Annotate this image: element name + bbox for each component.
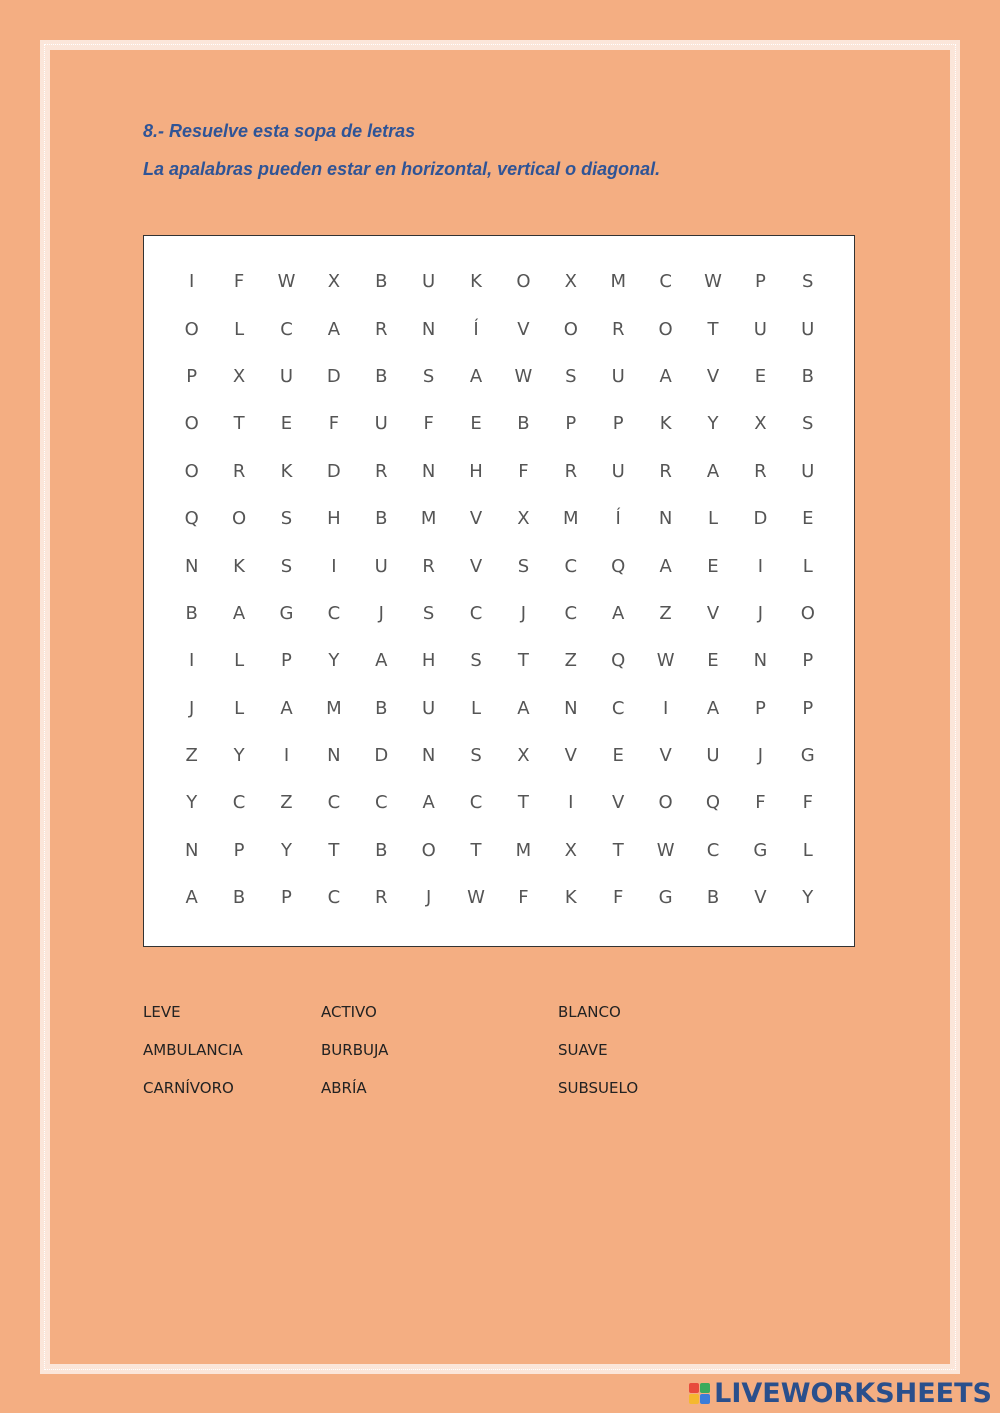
grid-letter[interactable]: B (801, 365, 814, 387)
grid-letter[interactable]: X (232, 365, 246, 387)
grid-letter[interactable]: I (189, 271, 195, 293)
grid-letter[interactable]: U (611, 460, 625, 482)
word-item: BLANCO (558, 1003, 621, 1021)
grid-letter[interactable]: K (233, 555, 245, 577)
grid-letter[interactable]: D (326, 460, 341, 482)
grid-letter[interactable]: I (283, 745, 290, 767)
grid-letter[interactable]: V (612, 792, 625, 814)
grid-letter[interactable]: N (753, 650, 768, 672)
grid-letter[interactable]: F (423, 413, 434, 435)
grid-letter[interactable]: Q (611, 650, 626, 672)
grid-letter[interactable]: M (326, 697, 342, 719)
grid-letter[interactable]: J (425, 887, 432, 909)
grid-letter[interactable]: P (802, 650, 814, 672)
grid-letter[interactable]: P (754, 697, 766, 719)
grid-letter[interactable]: E (612, 745, 624, 767)
grid-letter[interactable]: N (421, 745, 436, 767)
grid-letter[interactable]: O (232, 508, 247, 530)
word-item: SUAVE (558, 1041, 608, 1059)
grid-letter[interactable]: U (374, 555, 388, 577)
grid-letter[interactable]: A (659, 365, 672, 387)
grid-letter[interactable]: J (378, 602, 384, 624)
grid-letter[interactable]: V (659, 745, 672, 767)
grid-letter[interactable]: Q (184, 508, 199, 530)
grid-letter[interactable]: O (184, 460, 199, 482)
grid-letter[interactable]: L (234, 318, 245, 340)
grid-letter[interactable]: X (754, 413, 767, 435)
grid-letter[interactable]: B (375, 839, 388, 861)
grid-letter[interactable]: T (517, 792, 529, 814)
grid-letter[interactable]: I (757, 555, 764, 577)
grid-letter[interactable]: G (279, 602, 294, 624)
grid-letter[interactable]: C (611, 697, 625, 719)
grid-letter[interactable]: R (375, 318, 388, 340)
grid-letter[interactable]: E (707, 555, 719, 577)
grid-letter[interactable]: A (280, 697, 293, 719)
word-item: ACTIVO (321, 1003, 377, 1021)
grid-letter[interactable]: S (470, 745, 482, 767)
grid-letter[interactable]: K (659, 413, 672, 435)
grid-letter[interactable]: U (801, 318, 815, 340)
grid-letter[interactable]: A (185, 887, 198, 909)
grid-letter[interactable]: U (279, 365, 294, 387)
word-item: AMBULANCIA (143, 1041, 243, 1059)
grid-letter[interactable]: R (611, 318, 625, 340)
grid-letter[interactable]: U (801, 460, 815, 482)
grid-letter[interactable]: A (612, 602, 625, 624)
grid-letter[interactable]: D (374, 745, 389, 767)
grid-letter[interactable]: B (706, 887, 720, 909)
logo-square (700, 1394, 710, 1404)
grid-letter[interactable]: Z (185, 745, 198, 767)
grid-letter[interactable]: O (184, 318, 199, 340)
grid-letter[interactable]: L (471, 697, 482, 719)
logo-square (689, 1394, 699, 1404)
grid-letter[interactable]: R (422, 555, 435, 577)
grid-letter[interactable]: T (707, 318, 719, 340)
grid-letter[interactable]: N (421, 460, 436, 482)
grid-letter[interactable]: M (610, 271, 626, 293)
grid-letter[interactable]: C (706, 839, 720, 861)
grid-letter[interactable]: W (704, 271, 722, 293)
grid-letter[interactable]: E (470, 413, 482, 435)
grid-letter[interactable]: R (232, 460, 246, 482)
grid-letter[interactable]: M (420, 508, 437, 530)
grid-letter[interactable]: X (564, 839, 577, 861)
grid-letter[interactable]: P (186, 365, 198, 387)
grid-letter[interactable]: A (517, 697, 530, 719)
grid-letter[interactable]: M (515, 839, 532, 861)
grid-letter[interactable]: H (469, 460, 483, 482)
grid-letter[interactable]: L (802, 839, 813, 861)
grid-letter[interactable]: R (375, 887, 388, 909)
grid-letter[interactable]: G (800, 745, 815, 767)
grid-letter[interactable]: B (375, 365, 388, 387)
grid-letter[interactable]: A (232, 602, 246, 624)
grid-letter[interactable]: K (564, 887, 577, 909)
grid-letter[interactable]: S (280, 508, 293, 530)
grid-letter[interactable]: F (755, 792, 766, 814)
grid-letter[interactable]: O (658, 792, 673, 814)
grid-letter[interactable]: Y (186, 792, 198, 814)
grid-letter[interactable]: B (185, 602, 198, 624)
grid-letter[interactable]: K (470, 271, 482, 293)
word-item: SUBSUELO (558, 1079, 639, 1097)
grid-letter[interactable]: A (659, 555, 672, 577)
grid-letter[interactable]: C (564, 602, 578, 624)
grid-letter[interactable]: W (277, 271, 296, 293)
grid-letter[interactable]: S (470, 650, 482, 672)
grid-letter[interactable]: J (757, 602, 764, 624)
grid-letter[interactable]: C (659, 271, 672, 293)
grid-letter[interactable]: H (421, 650, 436, 672)
exercise-title: 8.- Resuelve esta sopa de letras (143, 121, 416, 141)
grid-letter[interactable]: O (658, 318, 673, 340)
grid-letter[interactable]: P (802, 697, 814, 719)
grid-letter[interactable]: Z (280, 792, 293, 814)
grid-letter[interactable]: A (706, 460, 720, 482)
word-item: ABRÍA (321, 1079, 367, 1097)
grid-letter[interactable]: P (754, 271, 766, 293)
grid-letter[interactable]: W (514, 365, 533, 387)
grid-letter[interactable]: A (706, 697, 720, 719)
grid-letter[interactable]: P (565, 413, 577, 435)
grid-letter[interactable]: V (469, 555, 483, 577)
grid-letter[interactable]: J (520, 602, 527, 624)
grid-letter[interactable]: S (280, 555, 293, 577)
grid-letter[interactable]: C (327, 792, 341, 814)
grid-letter[interactable]: G (658, 887, 673, 909)
grid-letter[interactable]: P (281, 887, 292, 909)
grid-letter[interactable]: A (422, 792, 435, 814)
grid-letter[interactable]: A (327, 318, 341, 340)
grid-letter[interactable]: B (375, 697, 388, 719)
grid-letter[interactable]: Y (233, 745, 245, 767)
grid-letter[interactable]: V (469, 508, 483, 530)
grid-letter[interactable]: C (469, 602, 483, 624)
grid-letter[interactable]: F (518, 887, 529, 909)
grid-letter[interactable]: V (564, 745, 577, 767)
grid-letter[interactable]: T (517, 650, 529, 672)
grid-letter[interactable]: N (327, 745, 341, 767)
grid-letter[interactable]: H (327, 508, 341, 530)
grid-letter[interactable]: P (233, 839, 245, 861)
grid-letter[interactable]: S (517, 555, 530, 577)
word-item: CARNÍVORO (143, 1079, 234, 1097)
grid-letter[interactable]: R (375, 460, 388, 482)
liveworksheets-logo (689, 1377, 992, 1409)
grid-letter[interactable]: C (374, 792, 388, 814)
grid-letter[interactable]: Y (280, 839, 292, 861)
grid-letter[interactable]: M (563, 508, 579, 530)
word-item: LEVE (143, 1003, 181, 1021)
grid-letter[interactable]: X (517, 508, 530, 530)
grid-letter[interactable]: T (328, 839, 340, 861)
grid-letter[interactable]: E (280, 413, 293, 435)
grid-letter[interactable]: S (565, 365, 577, 387)
grid-letter[interactable]: F (518, 460, 529, 482)
grid-letter[interactable]: E (802, 508, 814, 530)
grid-letter[interactable]: R (754, 460, 767, 482)
grid-letter[interactable]: B (232, 887, 246, 909)
grid-letter[interactable]: Y (707, 413, 719, 435)
exercise-instructions: La apalabras pueden estar en horizontal, vertical o diagonal. (143, 159, 661, 179)
grid-letter[interactable]: V (517, 318, 530, 340)
grid-letter[interactable]: J (189, 697, 195, 719)
logo-square (689, 1383, 699, 1393)
grid-letter[interactable]: Q (705, 792, 721, 814)
grid-letter[interactable]: S (422, 602, 435, 624)
grid-letter[interactable]: I (662, 697, 669, 719)
grid-letter[interactable]: L (234, 697, 245, 719)
grid-letter[interactable]: O (800, 602, 815, 624)
grid-letter[interactable]: I (189, 650, 195, 672)
logo-square (700, 1383, 710, 1393)
grid-letter[interactable]: X (517, 745, 530, 767)
grid-letter[interactable]: U (611, 365, 625, 387)
word-list (143, 1003, 743, 1113)
grid-letter[interactable]: B (375, 508, 388, 530)
grid-letter[interactable]: G (753, 839, 768, 861)
grid-letter[interactable]: Y (328, 650, 340, 672)
grid-letter[interactable]: B (375, 271, 388, 293)
grid-letter[interactable]: O (421, 839, 436, 861)
grid-letter[interactable]: L (234, 650, 245, 672)
grid-letter[interactable]: Z (659, 602, 672, 624)
letter-grid (168, 258, 831, 921)
word-item: BURBUJA (321, 1041, 389, 1059)
grid-letter[interactable]: S (802, 413, 814, 435)
grid-letter[interactable]: W (467, 887, 485, 909)
grid-letter[interactable]: N (564, 697, 578, 719)
grid-letter[interactable]: F (328, 413, 340, 435)
grid-letter[interactable]: N (421, 318, 436, 340)
grid-letter[interactable]: Í (615, 508, 621, 530)
grid-letter[interactable]: Í (473, 318, 479, 340)
grid-letter[interactable]: T (470, 839, 482, 861)
grid-letter[interactable]: V (706, 365, 720, 387)
grid-letter[interactable]: O (516, 271, 531, 293)
logo-text: LIVEWORKSHEETS (714, 1377, 992, 1409)
grid-letter[interactable]: U (753, 318, 767, 340)
grid-letter[interactable]: I (331, 555, 337, 577)
grid-letter[interactable]: F (613, 887, 624, 909)
grid-letter[interactable]: Z (564, 650, 577, 672)
grid-letter[interactable]: E (754, 365, 767, 387)
grid-letter[interactable]: T (612, 839, 624, 861)
grid-letter[interactable]: S (802, 271, 814, 293)
grid-letter[interactable]: W (656, 650, 675, 672)
logo-mark-icon (689, 1383, 710, 1404)
grid-letter[interactable]: A (375, 650, 388, 672)
grid-letter[interactable]: V (754, 887, 767, 909)
grid-letter[interactable]: U (374, 413, 388, 435)
grid-letter[interactable]: W (656, 839, 675, 861)
grid-letter[interactable]: F (233, 271, 245, 293)
grid-letter[interactable]: I (568, 792, 574, 814)
grid-letter[interactable]: T (233, 413, 245, 435)
grid-letter[interactable]: F (802, 792, 813, 814)
grid-letter[interactable]: D (753, 508, 768, 530)
grid-letter[interactable]: D (326, 365, 341, 387)
grid-letter[interactable]: U (422, 271, 436, 293)
grid-letter[interactable]: C (327, 602, 341, 624)
grid-letter[interactable]: N (658, 508, 673, 530)
grid-letter[interactable]: Q (611, 555, 626, 577)
grid-letter[interactable]: N (184, 839, 199, 861)
grid-letter[interactable]: U (422, 697, 436, 719)
grid-letter[interactable]: L (707, 508, 718, 530)
grid-letter[interactable]: A (469, 365, 483, 387)
grid-letter[interactable]: X (564, 271, 577, 293)
grid-letter[interactable]: K (280, 460, 293, 482)
grid-letter[interactable]: C (469, 792, 483, 814)
grid-letter[interactable]: R (564, 460, 578, 482)
grid-letter[interactable]: E (707, 650, 719, 672)
grid-letter[interactable]: P (281, 650, 292, 672)
grid-letter[interactable]: U (706, 745, 720, 767)
grid-letter[interactable]: C (327, 887, 341, 909)
grid-letter[interactable]: C (280, 318, 293, 340)
grid-letter[interactable]: X (327, 271, 341, 293)
grid-letter[interactable]: C (564, 555, 578, 577)
grid-letter[interactable]: J (757, 745, 764, 767)
grid-letter[interactable]: R (659, 460, 672, 482)
word-search-board (143, 235, 855, 947)
grid-letter[interactable]: V (706, 602, 720, 624)
grid-letter[interactable]: N (184, 555, 199, 577)
grid-letter[interactable]: C (232, 792, 246, 814)
grid-letter[interactable]: B (517, 413, 530, 435)
grid-letter[interactable]: P (612, 413, 624, 435)
grid-letter[interactable]: S (422, 365, 435, 387)
grid-letter[interactable]: L (802, 555, 813, 577)
grid-letter[interactable]: O (563, 318, 578, 340)
grid-letter[interactable]: Y (802, 887, 814, 909)
grid-letter[interactable]: O (184, 413, 199, 435)
